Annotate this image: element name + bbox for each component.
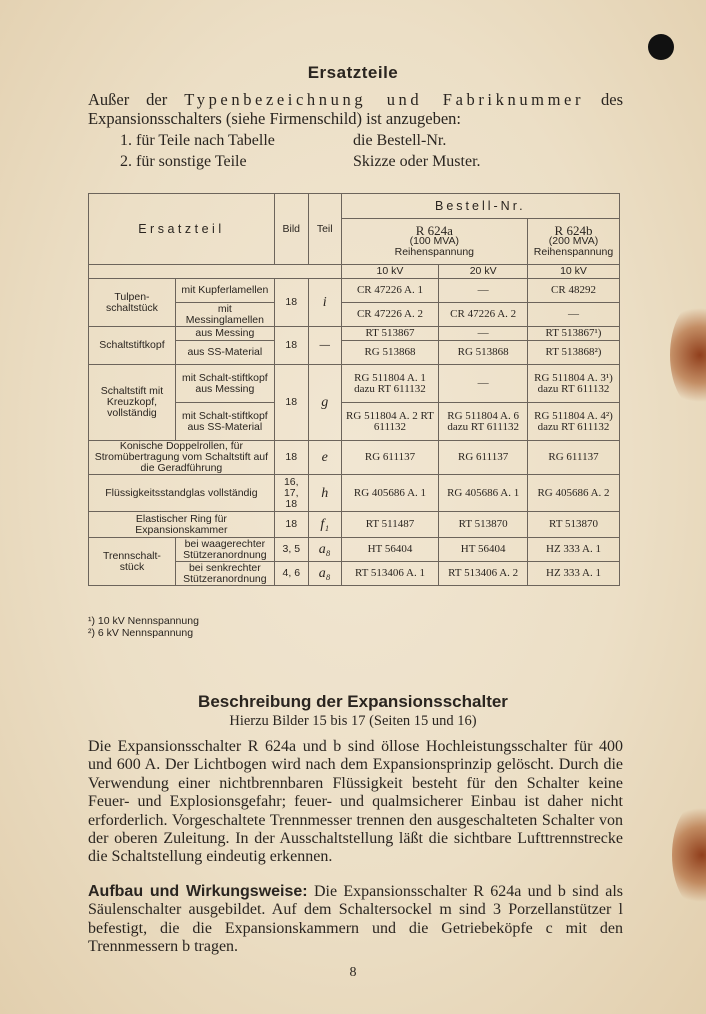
part-name: Schaltstift mit Kreuzkopf, vollständig	[89, 365, 176, 441]
construction-paragraph	[88, 883, 623, 957]
order-a10: RG 405686 A. 1	[341, 475, 439, 512]
table-row	[89, 279, 620, 303]
bild-value: 18	[274, 512, 308, 538]
part-variant: bei senkrechter Stützeranordnung	[175, 562, 274, 586]
order-a10: CR 47226 A. 2	[341, 303, 439, 327]
bild-value: 16, 17, 18	[274, 475, 308, 512]
order-b10: RT 513868²)	[528, 341, 620, 365]
teil-value: i	[308, 279, 341, 327]
order-b10: RG 511804 A. 4²) dazu RT 611132	[528, 403, 620, 441]
part-variant: bei waagerechter Stützeranordnung	[175, 538, 274, 562]
header-ersatzteil: Ersatzteil	[89, 194, 275, 265]
header-10kv: 10 kV	[341, 265, 439, 279]
r624a-reihenspannung: Reihenspannung	[394, 246, 475, 258]
part-variant: aus Messing	[175, 327, 274, 341]
order-a10: RT 513867	[341, 327, 439, 341]
bild-value: 4, 6	[274, 562, 308, 586]
part-variant: mit Messinglamellen	[175, 303, 274, 327]
order-a20: RG 513868	[439, 341, 528, 365]
order-b10: RT 513870	[528, 512, 620, 538]
order-a20: RG 511804 A. 6 dazu RT 611132	[439, 403, 528, 441]
part-name: Flüssigkeitsstandglas vollständig	[89, 475, 275, 512]
part-variant: mit Schalt-stiftkopf aus Messing	[175, 365, 274, 403]
header-bild: Bild	[274, 194, 308, 265]
intro-spaced: Typenbezeichnung und Fabriknummer	[184, 90, 585, 109]
order-b10: CR 48292	[528, 279, 620, 303]
order-a10: RG 611137	[341, 441, 439, 475]
table-row	[89, 538, 620, 562]
section-subtitle: Hierzu Bilder 15 bis 17 (Seiten 15 und 16)	[229, 713, 477, 729]
intro-paragraph	[88, 90, 623, 128]
order-b10: RG 611137	[528, 441, 620, 475]
teil-value: h	[308, 475, 341, 512]
order-b10: HZ 333 A. 1	[528, 562, 620, 586]
r624b-reihenspannung: Reihenspannung	[533, 246, 614, 258]
r624b-label: R 624b	[554, 223, 593, 238]
part-name: Elastischer Ring für Expansionskammer	[89, 512, 275, 538]
teil-value: g	[308, 365, 341, 441]
bild-value: 18	[274, 327, 308, 365]
table-row	[89, 365, 620, 403]
page-heading: Ersatzteile	[307, 63, 399, 82]
construction-heading: Aufbau und Wirkungsweise:	[88, 883, 308, 900]
order-a20: —	[439, 365, 528, 403]
list-item	[120, 130, 620, 151]
order-a10: HT 56404	[341, 538, 439, 562]
list-item-right: Skizze oder Muster.	[353, 153, 481, 170]
header-r624a	[341, 219, 527, 265]
section-title: Beschreibung der Expansionsschalter	[198, 692, 508, 711]
part-name: Schaltstiftkopf	[89, 327, 176, 365]
order-a10: RT 513406 A. 1	[341, 562, 439, 586]
bild-value: 18	[274, 279, 308, 327]
order-info-list	[120, 130, 620, 172]
order-a10: RT 511487	[341, 512, 439, 538]
table-row	[89, 512, 620, 538]
part-variant: aus SS-Material	[175, 341, 274, 365]
footnote-1: ¹) 10 kV Nennspannung	[88, 615, 199, 627]
order-b10: HZ 333 A. 1	[528, 538, 620, 562]
intro-part1: Außer der	[88, 90, 185, 109]
order-b10: —	[528, 303, 620, 327]
order-b10: RT 513867¹)	[528, 327, 620, 341]
footnotes	[88, 615, 199, 639]
punch-hole	[648, 34, 674, 60]
page-number: 8	[349, 965, 357, 980]
bild-value: 18	[274, 365, 308, 441]
list-item-left: 2. für sonstige Teile	[120, 153, 247, 170]
order-a10: CR 47226 A. 1	[341, 279, 439, 303]
list-item	[120, 151, 620, 172]
r624a-mva: (100 MVA)	[409, 235, 460, 247]
table-row	[89, 475, 620, 512]
order-a20: RT 513406 A. 2	[439, 562, 528, 586]
header-20kv: 20 kV	[439, 265, 528, 279]
order-a10: RG 511804 A. 2 RT 611132	[341, 403, 439, 441]
order-a10: RG 511804 A. 1 dazu RT 611132	[341, 365, 439, 403]
order-a20: RG 405686 A. 1	[439, 475, 528, 512]
teil-value: f₁	[308, 512, 341, 538]
header-r624b	[528, 219, 620, 265]
order-b10: RG 511804 A. 3¹) dazu RT 611132	[528, 365, 620, 403]
order-a20: —	[439, 279, 528, 303]
footnote-2: ²) 6 kV Nennspannung	[88, 627, 194, 639]
order-a10: RG 513868	[341, 341, 439, 365]
list-item-left: 1. für Teile nach Tabelle	[120, 132, 275, 149]
part-name: Trennschalt-stück	[89, 538, 176, 586]
intro-part2: des Expansionsschalters (siehe Firmenschild) ist anzugeben:	[88, 90, 623, 128]
teil-value: e	[308, 441, 341, 475]
construction-text: Die Expansionsschalter R 624a und b sind als Säulenschalter ausgebildet. Auf dem Schaltersockel m sind 3 Porzellanstützer l befestigt, die die Expansionskammern und die Getriebeköpfe c mit den Trennmessern b tragen.	[88, 883, 624, 956]
order-b10: RG 405686 A. 2	[528, 475, 620, 512]
order-a20: CR 47226 A. 2	[439, 303, 528, 327]
r624b-mva: (200 MVA)	[548, 235, 599, 247]
spare-parts-table	[88, 193, 620, 586]
bild-value: 3, 5	[274, 538, 308, 562]
order-a20: HT 56404	[439, 538, 528, 562]
bild-value: 18	[274, 441, 308, 475]
table-row	[89, 441, 620, 475]
teil-value: —	[308, 327, 341, 365]
list-item-right: die Bestell-Nr.	[353, 132, 447, 149]
part-name: Tulpen-schaltstück	[89, 279, 176, 327]
teil-value: a₈	[308, 538, 341, 562]
rust-stain-top	[670, 300, 706, 410]
part-variant: mit Schalt-stiftkopf aus SS-Material	[175, 403, 274, 441]
description-paragraph: Die Expansionsschalter R 624a und b sind öllose Hochleistungsschalter für 400 und 600 A. Der Lichtbogen wird nach dem Expansionsprinzip gelöscht. Durch die Verwendung einer nichtbrennbaren Flüssigkeit besteht für den Schalter keine Feuer- und Explosionsgefahr; feuer- und qualmsicherer Einbau ist daher nicht erforderlich. Vorgeschaltete Trennmesser trennen den ausgeschalteten Schalter von der oberen Zuleitung. In der Ausschaltstellung läßt die sichtbare Lufttrennstrecke die Schaltstellung eindeutig erkennen.	[88, 738, 623, 866]
part-variant: mit Kupferlamellen	[175, 279, 274, 303]
order-a20: RG 611137	[439, 441, 528, 475]
header-teil: Teil	[308, 194, 341, 265]
order-a20: —	[439, 327, 528, 341]
rust-stain-bottom	[672, 800, 706, 910]
r624a-label: R 624a	[415, 223, 453, 238]
order-a20: RT 513870	[439, 512, 528, 538]
header-bestell-nr: Bestell-Nr.	[341, 194, 619, 219]
teil-value: a₈	[308, 562, 341, 586]
header-spacer	[89, 265, 342, 279]
header-10kv-b: 10 kV	[528, 265, 620, 279]
part-name: Konische Doppelrollen, für Stromübertragung vom Schaltstift auf die Geradführung	[89, 441, 275, 475]
table-row	[89, 327, 620, 341]
